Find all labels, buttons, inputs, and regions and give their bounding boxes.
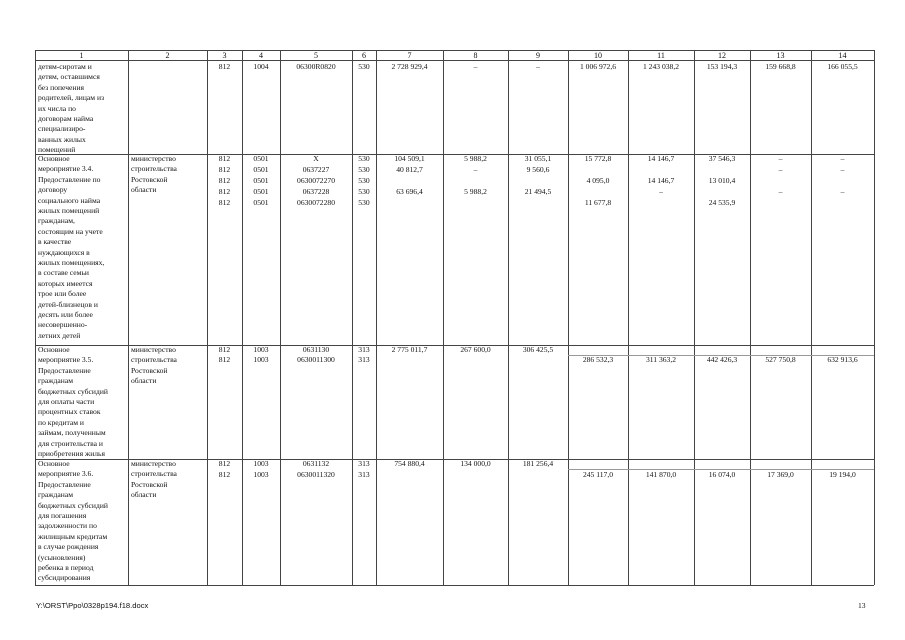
table-cell-value: 812 [218,198,231,207]
row-description-line: займам, полученным [38,428,106,438]
table-cell-value: – [840,187,845,196]
row-description-line: договорам найма [38,114,94,123]
table-cell-value: 1003 [253,459,269,468]
table-cell-value: 9 560,6 [526,165,550,174]
row-description-line: для погашения [38,511,87,520]
row-description-line: мероприятие 3.5. [38,355,94,365]
row-description-line: специализиро- [38,124,86,134]
row-description-line: детей-близнецов и [38,299,98,309]
table-cell-value: 530 [358,165,370,174]
table-cell-value: 0501 [253,198,269,207]
row-executor-line: министерство [131,459,176,468]
table-cell-value: 812 [218,459,231,468]
row-description-line: Предоставление по [38,174,101,184]
table-cell-value: 21 494,5 [524,187,552,196]
row-description-line: летних детей [38,330,81,340]
table-cell-value: 0501 [253,154,269,163]
header-cell: 8 [473,51,478,60]
row-description-line: приобретения жилья [38,449,106,458]
header-cell: 7 [407,51,412,60]
row-description-line: нуждающихся в [38,247,90,257]
row-description-line: родителей, лицам из [38,93,105,103]
row-description-line: гражданам, [38,216,75,226]
row-description-line: (усыновления) [38,552,86,562]
table-cell-value: 812 [218,470,231,479]
table-cell-value: 530 [358,198,370,207]
table-vertical-rule [280,50,281,585]
table-cell-value: 17 369,0 [767,470,794,479]
table-cell-value: 2 728 929,4 [391,62,428,71]
row-description-line: задолженности по [38,521,97,531]
table-cell-value: 181 256,4 [522,459,554,468]
header-cell: 12 [718,51,726,60]
table-cell-value: 812 [218,176,231,185]
row-description-line: мероприятие 3.6. [38,469,94,479]
table-cell-value: 530 [358,154,370,163]
row-description-line: помещений [38,145,76,155]
row-description-line: в качестве [38,237,72,247]
table-cell-value: 0630072280 [297,198,335,207]
row-executor-line: строительства [131,355,177,365]
row-executor-line: области [131,185,157,195]
header-cell: 4 [259,51,263,60]
footer-file-path: Y:\ORST\Ppo\0328p194.f18.docx [36,601,149,610]
table-cell-value: 0630011320 [297,470,335,479]
table-cell-value: 306 425,5 [522,345,554,354]
row-description-line: жилищным кредитам [38,531,108,541]
table-cell-value: 159 668,8 [765,62,796,71]
table-cell-value: 812 [218,345,231,354]
table-cell-value: 267 600,0 [460,345,491,354]
table-cell-value: 313 [358,459,370,468]
row-description-line: детям, оставшимся [38,72,100,82]
table-cell-value: 166 055,5 [827,62,858,71]
table-vertical-rule [694,50,695,585]
row-description-line: Основное [38,345,70,354]
header-cell: 10 [594,51,602,60]
header-cell: 6 [362,51,366,60]
table-cell-value: 0630072270 [297,176,335,185]
table-cell-value: 286 532,3 [582,355,614,364]
header-cell: 1 [79,51,84,60]
row-description-line: социального найма [38,195,101,205]
table-cell-value: 141 870,0 [645,470,677,479]
row-description-line: детям-сиротам и [38,62,92,71]
table-cell-value: – [778,165,783,174]
row-description-line: гражданам [38,490,74,500]
table-cell-value: 4 095,0 [586,176,610,185]
table-vertical-rule [628,50,629,585]
row-description-line: Основное [38,459,70,468]
table-vertical-rule [443,50,444,585]
row-description-line: в случае рождения [38,542,99,552]
table-cell-value: Х [313,154,319,163]
row-description-line: жилых помещениях, [38,258,105,267]
table-horizontal-rule [35,585,874,586]
table-cell-value: 812 [218,187,231,196]
table-vertical-rule [352,50,353,585]
table-cell-value: – [473,165,478,174]
table-vertical-rule [207,50,208,585]
table-cell-value: 1 006 972,6 [579,62,617,71]
table-cell-value: 0501 [253,187,269,196]
table-cell-value: 13 010,4 [708,176,736,185]
row-description-line: для оплаты части [38,397,95,406]
table-cell-value: 5 988,2 [464,187,487,196]
row-executor-line: Ростовской [131,365,168,375]
header-cell: 14 [838,51,847,60]
header-cell: 3 [222,51,227,60]
table-cell-value: – [536,62,540,71]
table-vertical-rule [874,50,875,585]
row-description-line: Предоставление [38,365,91,375]
table-cell-value: 632 913,6 [827,355,858,364]
table-vertical-rule [242,50,243,585]
table-cell-value: 37 546,3 [708,154,736,163]
row-description-line: трое или более [38,289,87,299]
row-executor-line: области [131,490,157,500]
row-description-line: гражданам [38,376,74,386]
table-cell-value: 24 535,9 [708,198,736,207]
table-cell-value: 11 677,8 [584,198,612,207]
header-cell: 11 [657,51,665,60]
row-description-line: состоящим на учете [38,226,103,236]
table-cell-value: 245 117,0 [582,470,614,479]
table-cell-value: 0630011300 [297,355,335,364]
table-vertical-rule [376,50,377,585]
table-cell-value: – [778,187,783,196]
row-description-line: субсидирования [38,573,91,583]
table-cell-value: 1003 [253,355,269,364]
table-cell-value: 527 750,8 [765,355,796,364]
table-cell-value: 442 426,3 [706,355,738,364]
table-cell-value: 812 [218,154,231,163]
table-cell-value: 530 [358,187,370,196]
table-cell-value: – [840,165,845,174]
row-executor-line: области [131,376,157,386]
row-description-line: процентных ставок [38,407,101,417]
row-description-line: в составе семьи [38,268,89,278]
row-description-line: жилых помещений [38,206,100,215]
row-description-line: Предоставление [38,479,91,489]
row-executor-line: Ростовской [131,479,168,489]
table-cell-value: 1003 [253,470,269,479]
table-vertical-rule [128,50,129,585]
table-cell-value: 1004 [253,62,269,71]
table-vertical-rule [568,50,569,585]
row-description-line: ванных жилых [38,134,86,144]
row-description-line: которых имеется [38,278,93,288]
table-cell-value: 31 055,1 [524,154,552,163]
table-cell-value: – [778,154,783,163]
table-cell-value: 812 [218,165,231,174]
table-cell-value: 5 988,2 [464,154,487,163]
row-executor-line: строительства [131,469,177,479]
table-cell-value: 754 880,4 [394,459,425,468]
row-description-line: по кредитам и [38,417,84,427]
table-cell-value: 0631132 [302,459,330,468]
header-cell: 9 [536,51,540,60]
table-cell-value: 0637227 [302,165,330,174]
row-description-line: их числа по [38,103,76,113]
table-cell-value: 530 [358,62,370,71]
row-description-line: Основное [38,154,70,163]
header-cell: 5 [314,51,318,60]
table-cell-value: 15 772,8 [584,154,612,163]
table-cell-value: 153 194,3 [706,62,738,71]
footer-page-number: 13 [858,601,866,610]
table-vertical-rule [508,50,509,585]
row-description-line: мероприятие 3.4. [38,164,94,174]
table-cell-value: 0637228 [302,187,330,196]
table-cell-value: – [473,62,478,71]
table-cell-value: 0631130 [302,345,330,354]
table-cell-value: 313 [358,470,370,479]
row-description-line: договору [38,185,68,195]
row-description-line: бюджетных субсидий [38,386,108,396]
table-cell-value: 1 243 038,2 [642,62,680,71]
table-cell-value: 0501 [253,176,269,185]
table-cell-value: 0501 [253,165,269,174]
table-cell-value: 313 [358,355,370,364]
row-executor-line: министерство [131,154,176,163]
table-cell-value: 16 074,0 [708,470,736,479]
table-vertical-rule [811,50,812,585]
table-cell-value: 313 [358,345,370,354]
table-cell-value: 1003 [253,345,269,354]
table-cell-value: 06300R0820 [296,62,336,71]
table-cell-value: – [840,154,845,163]
row-executor-line: министерство [131,345,176,354]
table-cell-value: 14 146,7 [647,176,675,185]
table-vertical-rule [35,50,36,585]
table-cell-value: 40 812,7 [396,165,423,174]
row-description-line: без попечения [38,82,85,92]
table-cell-value: 19 194,0 [829,470,856,479]
table-cell-value: 63 696,4 [396,187,423,196]
row-executor-line: строительства [131,164,177,174]
table-cell-value: – [659,187,663,196]
row-description-line: бюджетных субсидий [38,500,108,510]
table-cell-value: 530 [358,176,370,185]
table-cell-value: 311 363,2 [645,355,677,364]
table-cell-value: 812 [218,355,231,364]
table-vertical-rule [750,50,751,585]
row-executor-line: Ростовской [131,174,168,184]
table-cell-value: 2 775 011,7 [391,345,428,354]
row-description-line: ребенка в период [38,563,94,572]
header-cell: 13 [776,51,785,60]
table-cell-value: 14 146,7 [647,154,675,163]
table-cell-value: 134 000,0 [460,459,491,468]
table-cell-value: 812 [218,62,231,71]
row-description-line: несовершенно- [38,320,88,330]
header-cell: 2 [165,51,170,60]
table-cell-value: 104 509,1 [394,154,425,163]
row-description-line: десять или более [38,310,93,319]
row-description-line: для строительства и [38,438,103,448]
